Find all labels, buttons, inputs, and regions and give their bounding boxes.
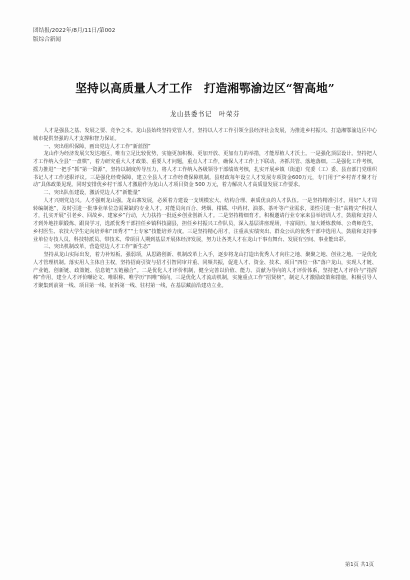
- source-line: 团结报/2022年/8月/11日/第002: [33, 28, 116, 34]
- page-number: 第1页 共1页: [345, 562, 374, 568]
- section-heading: 二、突出队伍建设，激活党边人才“新能量”: [43, 190, 141, 196]
- paragraph: 龙山作为经济发展欠发达地区，唯有立足比较优势，实施更加积极、更加开放、更加有力的举措，才能厚植人才沃土。一是强化顶层设计。坚持把人才工作纳入全县“一盘棋”，着力研究重大人才政策、重要人才问题，重点人才工作，确保人才工作上下联动、齐抓共管、落地落细。二是强化工作考核，摇力推进“一把手”抓“第一资源”，坚持以制度传导压力，将人才工作纳入各级领导干部绩效考核，扎实开展乡镇（街道）党委（工）委、县直部门党组织书记人才工作述职评议。三是强化经费保障，建立全县人才工作经费保障机制。县财政每年设立人才发展专项资金600万元，专门用于“乡村青才聚才行动”具体政策见现。同时安排优乡村干部人才激励作为龙山人才项目资金 500 万元，着力解决人才高质量发展工作要求。: [33, 151, 377, 189]
- paragraph: 人才是强县之基、发展之要、竞争之本。龙山县始终坚持党管人才，坚持以人才工作引领全县经济社会发展，为推进乡村振兴、打造湘鄂渝边区中心城市提供坚强的人才支撑和智力保证。: [33, 128, 377, 142]
- section-heading: 一、突出组织保障，画出党边人才工作“新蓝图”: [43, 143, 151, 150]
- section-heading: 三、突出机制改革，营造党边人才工作“新生态”: [43, 244, 151, 251]
- article-title: 坚持以高质量人才工作 打造湘鄂渝边区“智高地”: [75, 81, 335, 95]
- paragraph: 坚持从龙山实际出发，着力补短板、强弱项，从思路创新、机制改革上入手，逐步将龙山打造出优秀人才向往之地、聚聚之地、创业之地。一是优化人才管理机制。落实用人主体自主权，坚持招商引资与招才引智同审并重、同频共振，促进人才、资金、技术、项目“四位一体”落户龙山，实现人才链、产业链、创新链、政策链、信息链“五链融合”。二是优化人才评价机制，健全完善以价值、能力、贡献为导向的人才评价体系，坚持把人才评价与“指挥棒”作用，建全人才评价嘲论文、唯职称、唯学历“四唯”倾向，三是优化人才流动机制，实施重点工作“招贤榜”，制定人才激励政策和措施，积极引导人才聚集到前第一线、项目第一线、征拆第一线、驻村第一线，在基层藏前沿建功立业。: [33, 252, 377, 289]
- paragraph: 人才兴则党边兴。人才强则龙山强。龙山寨发展，必须着力建设一支规模宏大、结构合理、素质优良的人才队伍。一是坚持精准引才。用好“人才周转编制池”，及时引进一批事业单位急需紧缺的专业人才。对能员向百合、烤烟、柑橘、中药材、油茶、茶叶等产业需求，柔性引进一批“高精尖”科技人才，扎实开展“引老乡、回故乡、建家乡”行动，大力扶持一批返乡创业创新人才。二是坚持精细育才。积极邀请行业专家来县举培训人才，鼓励和支持人才到外地挂职锻炼、跟岗学习，选派优秀干部挂任乡镇科技副县，担任乡村振兴工作队员，深入基层讲座现场，丰富阅历，加大锤炼教师、公费师范生，乡村医生、农技大学生定向培养和“田秀才”“土专家”技能培养力度。三是坚持精心用才，注重从实绩突出、群众公认的优秀干部中选用人，鼓励和支持事业单位专技人员、科技特派员、带技术、带项目人期到基层开展体经济发展，努力让各类人才在龙山干事有舞台、发展有空间、事业能出彩。: [33, 197, 377, 243]
- article-author: 龙山县委书记 叶荣芬: [170, 110, 240, 118]
- article-body: [33, 128, 377, 291]
- section-line: 版综合新闻: [33, 37, 61, 43]
